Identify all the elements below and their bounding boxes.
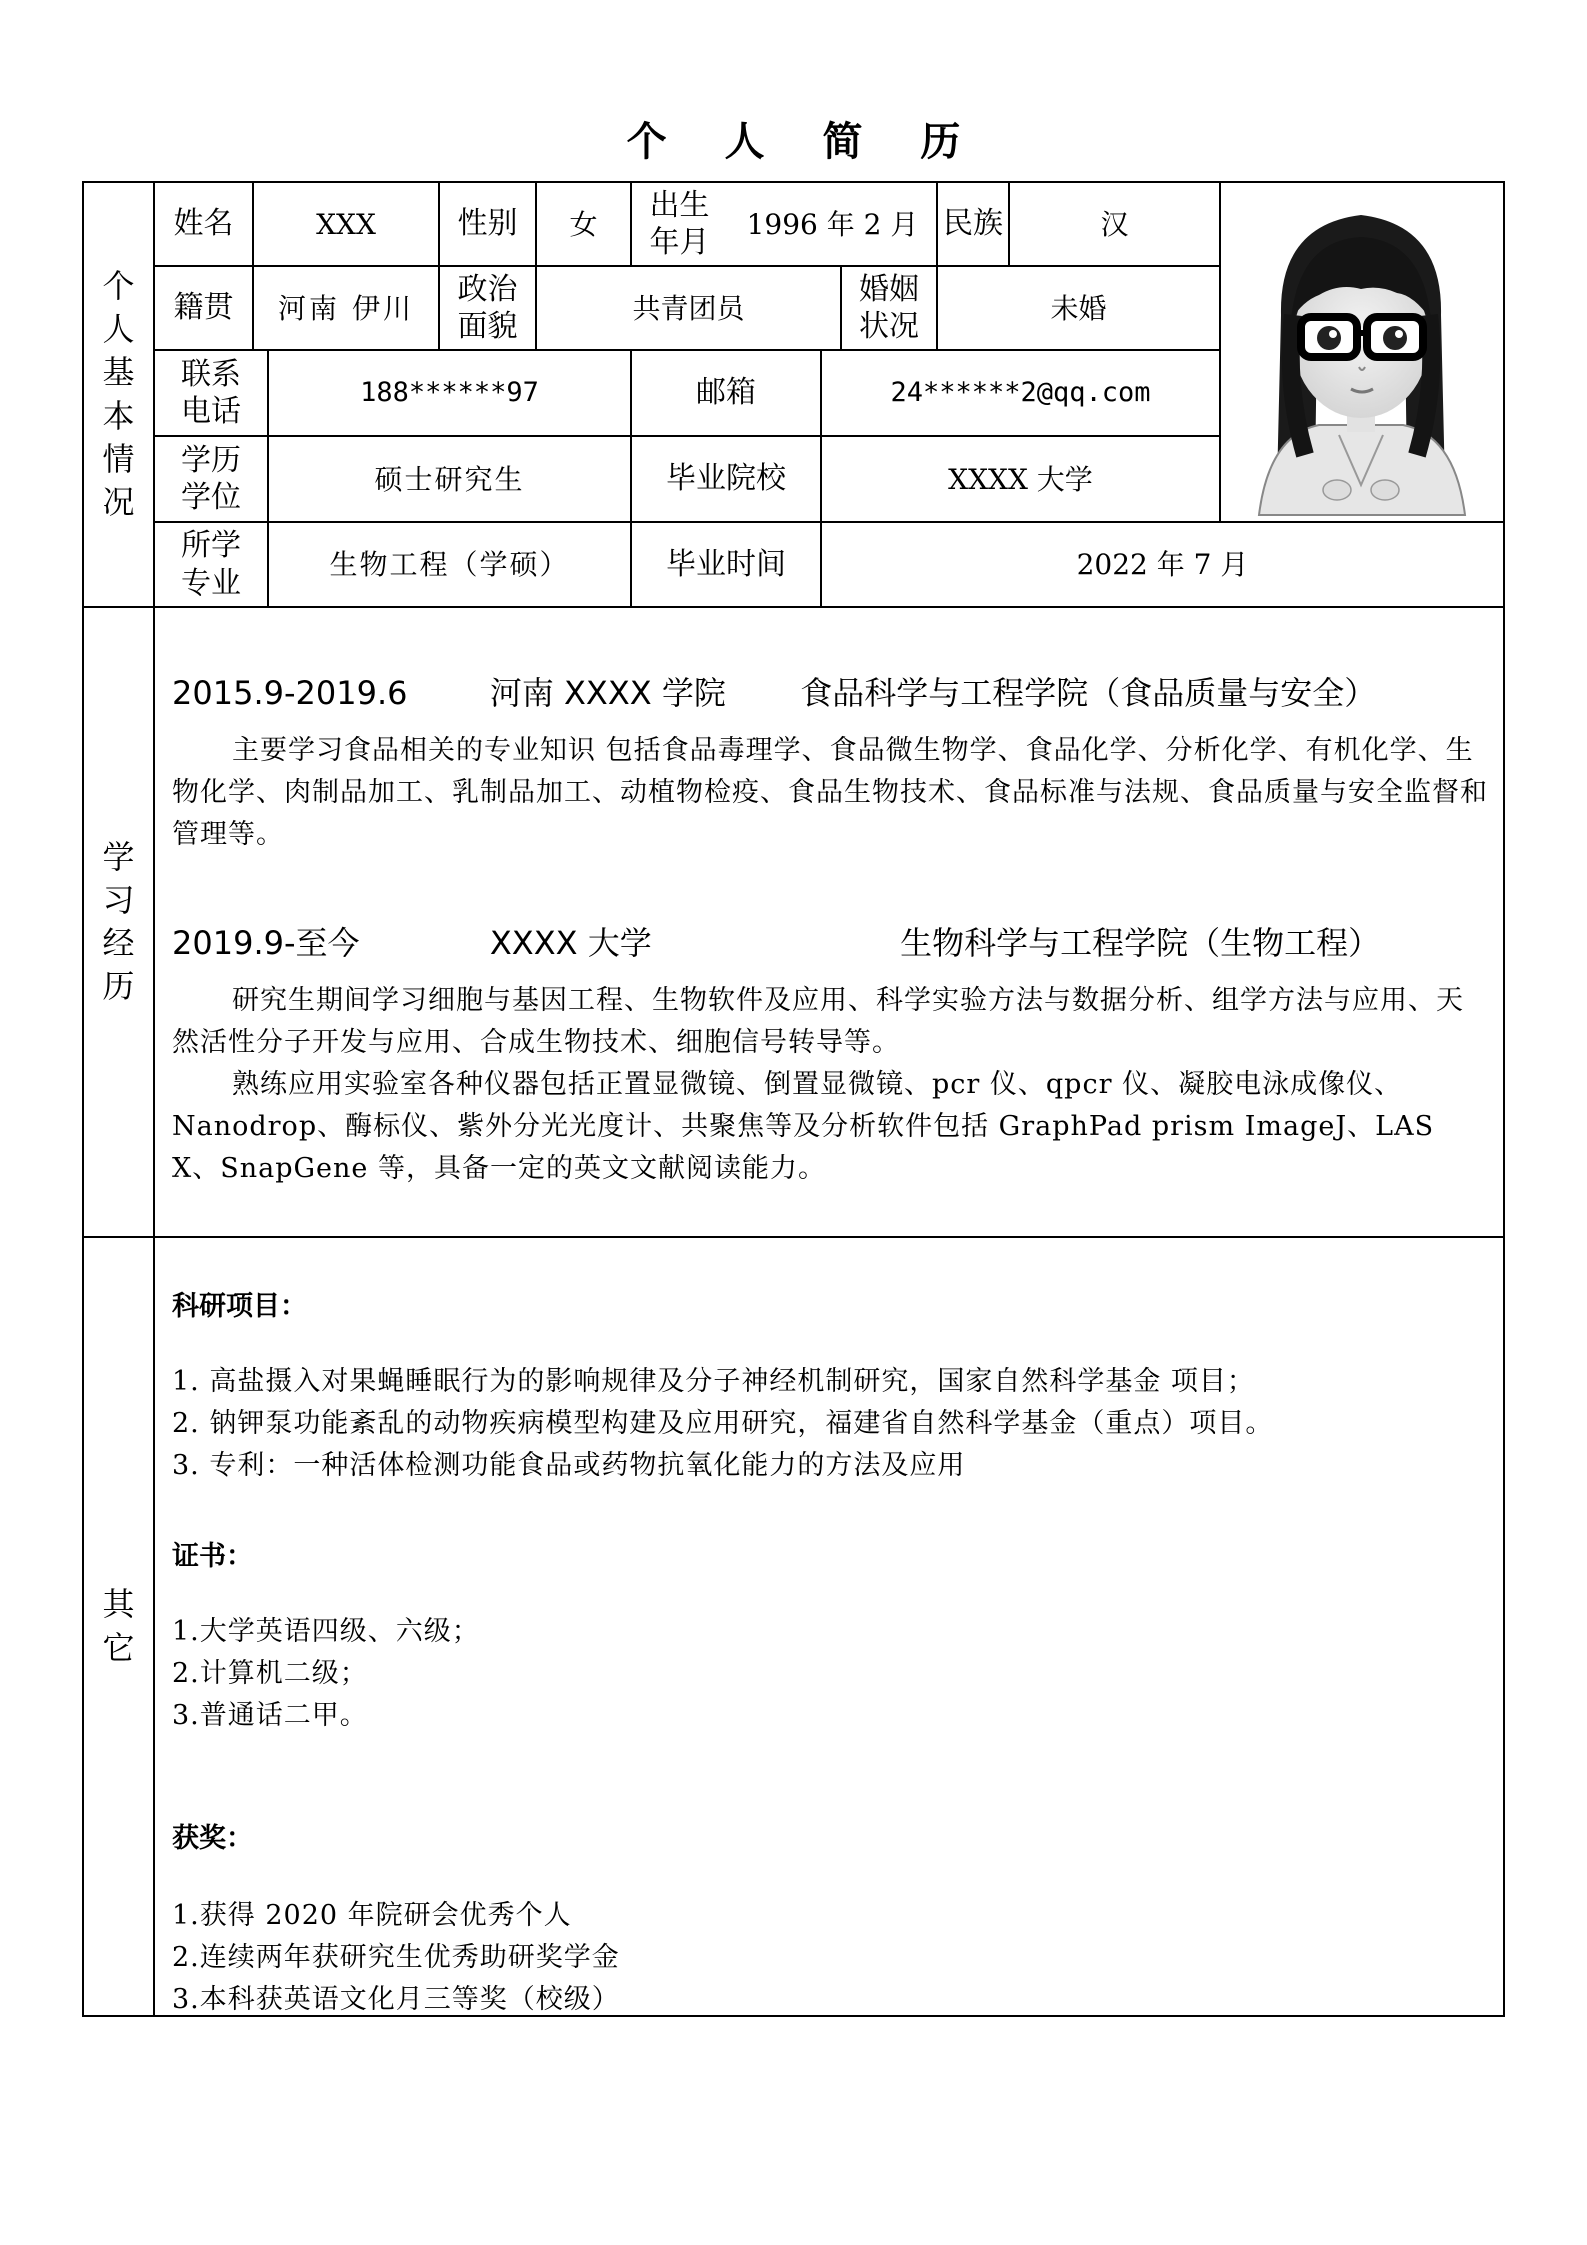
- certificate-item: 2.计算机二级；: [172, 1658, 368, 1689]
- email-label: 邮箱: [696, 375, 756, 411]
- gradtime-label: 毕业时间: [666, 546, 786, 582]
- award-item: 3.本科获英语文化月三等奖（校级）: [172, 1984, 620, 2015]
- phone-value: 188******97: [360, 377, 539, 409]
- research-item: 3. 专利：一种活体检测功能食品或药物抗氧化能力的方法及应用: [172, 1450, 966, 1481]
- award-item: 1.获得 2020 年院研会优秀个人: [172, 1900, 572, 1931]
- degree-label: 学历学位: [181, 442, 241, 515]
- political-value: 共青团员: [632, 291, 745, 325]
- political-label: 政治面貌: [457, 271, 518, 344]
- birth-label: 出生年月: [649, 187, 710, 260]
- edu-2-school: XXXX 大学: [489, 924, 652, 962]
- section-education-label: 学习经历: [102, 837, 135, 1006]
- education-entry-1-header: [172, 668, 1376, 714]
- ethnicity-value: 汉: [1100, 207, 1129, 241]
- certificate-item: 3.普通话二甲。: [172, 1700, 368, 1731]
- page-title: 个 人 简 历: [626, 118, 983, 165]
- gender-value: 女: [569, 207, 598, 241]
- phone-label: 联系电话: [181, 356, 241, 429]
- edu-1-period: 2015.9-2019.6: [172, 674, 408, 712]
- major-label: 所学专业: [181, 528, 241, 601]
- name-value: XXX: [316, 207, 376, 241]
- email-value: 24******2@qq.com: [890, 377, 1151, 409]
- edu-2-college: 生物科学与工程学院（生物工程）: [900, 924, 1381, 962]
- section-other-label: 其它: [102, 1585, 135, 1667]
- gradtime-value: 2022 年 7 月: [1076, 548, 1249, 581]
- school-value: XXXX 大学: [948, 462, 1093, 496]
- name-label: 姓名: [173, 206, 234, 242]
- major-value: 生物工程（学硕）: [329, 548, 570, 581]
- research-item: 1. 高盐摄入对果蝇睡眠行为的影响规律及分子神经机制研究，国家自然科学基金 项目；: [172, 1366, 1255, 1397]
- edu-2-description: 研究生期间学习细胞与基因工程、生物软件及应用、科学实验方法与数据分析、组学方法与应用、天然活性分子开发与应用、合成生物技术、细胞信号转导等。: [172, 985, 1464, 1058]
- education-entry-2-header: [172, 918, 1380, 964]
- edu-2-period: 2019.9-至今: [172, 924, 360, 962]
- marital-label: 婚姻状况: [859, 271, 919, 344]
- school-label: 毕业院校: [666, 461, 786, 497]
- edu-2-skills: 熟练应用实验室各种仪器包括正置显微镜、倒置显微镜、pcr 仪、qpcr 仪、凝胶电泳成像仪、Nanodrop、酶标仪、紫外分光光度计、共聚焦等及分析软件包括 GraphPad prism ImageJ、LAS X、SnapGene 等，具备一定的英文文献阅读能力。: [172, 1069, 1435, 1184]
- gender-label: 性别: [457, 206, 518, 242]
- birth-value: 1996 年 2 月: [746, 207, 919, 241]
- awards-title: 获奖：: [172, 1823, 253, 1854]
- origin-label: 籍贯: [173, 290, 234, 326]
- award-item: 2.连续两年获研究生优秀助研奖学金: [172, 1942, 620, 1973]
- edu-1-school: 河南 XXXX 学院: [489, 674, 726, 712]
- cartoon-avatar-icon: [1219, 185, 1503, 521]
- certificates-title: 证书：: [172, 1541, 253, 1572]
- ethnicity-label: 民族: [943, 206, 1003, 242]
- section-basic-info-label: 个人基本情况: [102, 266, 135, 521]
- marital-value: 未婚: [1050, 291, 1107, 325]
- resume-table: [82, 181, 1505, 2017]
- degree-value: 硕士研究生: [374, 462, 525, 496]
- edu-1-description: 主要学习食品相关的专业知识 包括食品毒理学、食品微生物学、食品化学、分析化学、有机化学、生物化学、肉制品加工、乳制品加工、动植物检疫、食品生物技术、食品标准与法规、食品质量与安全监督和管理等。: [172, 735, 1488, 850]
- edu-1-college: 食品科学与工程学院（食品质量与安全）: [800, 674, 1377, 712]
- profile-photo: [1219, 185, 1503, 521]
- research-title: 科研项目：: [172, 1291, 307, 1322]
- research-item: 2. 钠钾泵功能紊乱的动物疾病模型构建及应用研究，福建省自然科学基金（重点）项目。: [172, 1408, 1274, 1439]
- certificate-item: 1.大学英语四级、六级；: [172, 1616, 480, 1647]
- origin-value: 河南 伊川: [278, 291, 414, 325]
